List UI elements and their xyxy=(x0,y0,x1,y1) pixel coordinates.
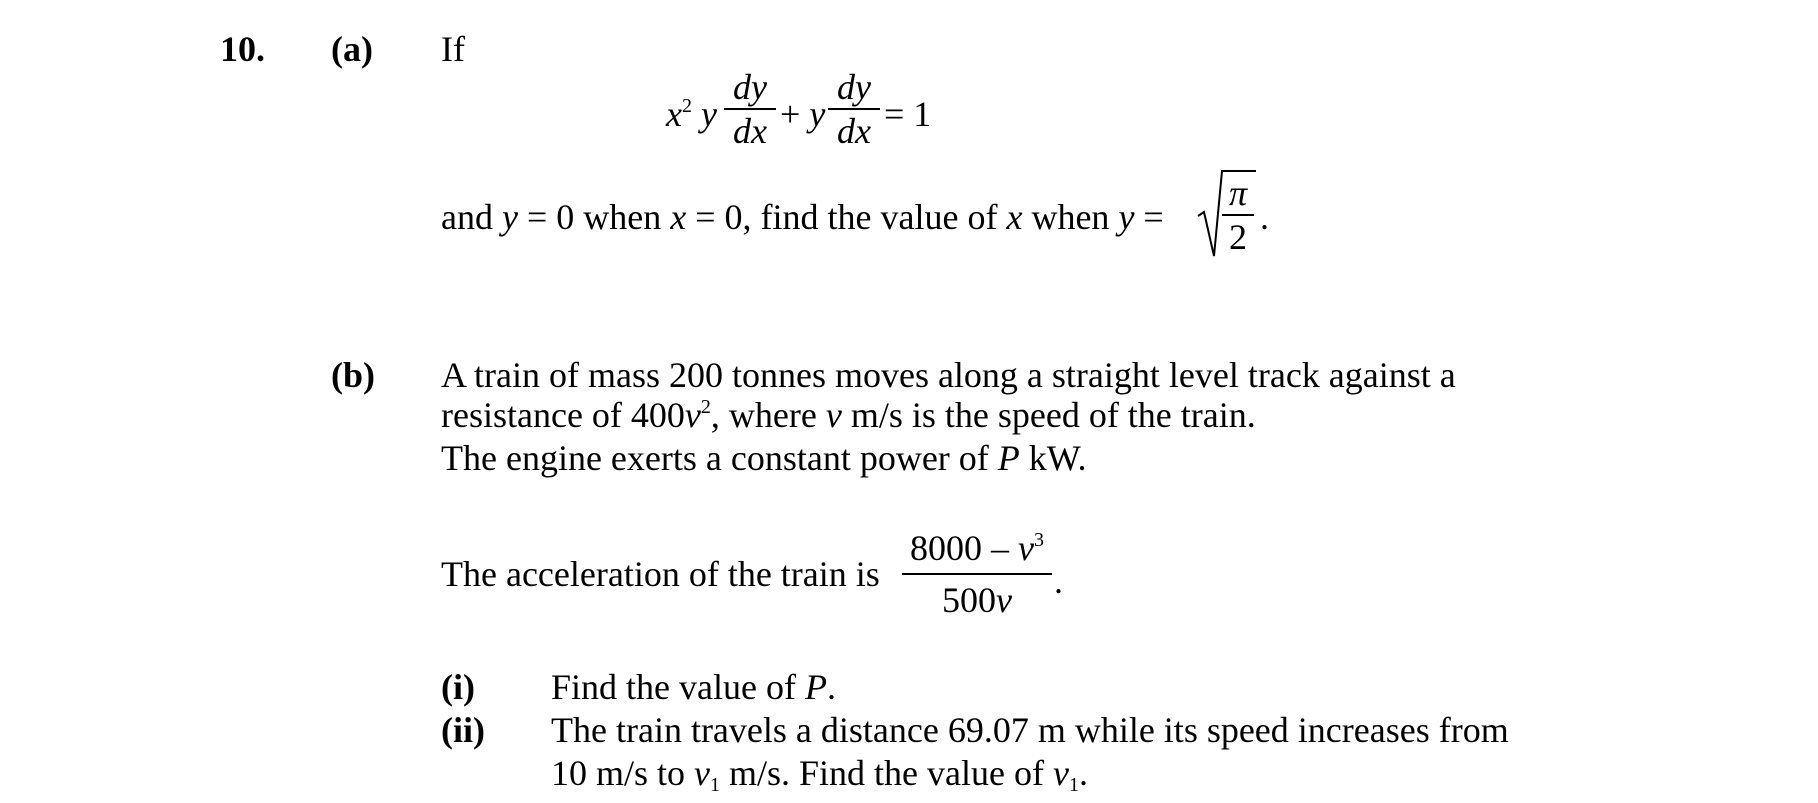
denominator: dx xyxy=(733,111,767,151)
text: = 0 when xyxy=(517,197,671,237)
sub-i-label: (i) xyxy=(441,667,475,707)
exponent: 2 xyxy=(681,95,692,117)
text: m/s. Find the value of xyxy=(720,753,1053,793)
subscript: 1 xyxy=(1068,774,1079,796)
var-v: v xyxy=(1052,753,1069,793)
denominator: dx xyxy=(837,111,871,151)
fraction-bar xyxy=(902,573,1052,575)
text: The engine exerts a constant power of xyxy=(441,438,998,478)
var-x: x xyxy=(670,197,687,237)
sub-ii-line-2 xyxy=(551,752,1088,794)
var-v: v xyxy=(825,395,842,435)
var-y: y xyxy=(700,94,717,134)
fraction-dy-dx xyxy=(828,66,880,152)
numerator: dy xyxy=(733,67,767,107)
text: when xyxy=(1022,197,1119,237)
sub-i-text xyxy=(551,666,836,708)
var-y: y xyxy=(809,94,826,134)
acceleration-fraction xyxy=(902,527,1052,621)
plus-sign: + xyxy=(780,94,801,134)
var-P: P xyxy=(804,667,827,707)
exponent: 2 xyxy=(700,396,711,418)
period: . xyxy=(1054,561,1063,601)
var-v: v xyxy=(996,580,1012,620)
part-a-label: (a) xyxy=(331,29,373,69)
part-b-line-2 xyxy=(441,394,1256,436)
text: 10 m/s to xyxy=(551,753,695,793)
numerator: π xyxy=(1228,173,1248,213)
denominator: 2 xyxy=(1229,217,1247,257)
var-v: v xyxy=(694,753,710,793)
text: Find the value of xyxy=(551,667,805,707)
numerator: dy xyxy=(837,67,871,107)
var-v: v xyxy=(1018,528,1034,568)
var-y: y xyxy=(1118,197,1135,237)
var-x: x xyxy=(666,94,682,134)
text: = 0, find the value of xyxy=(686,197,1007,237)
period: . xyxy=(1260,197,1269,237)
sub-ii-line-1: The train travels a distance 69.07 m while its speed increases from xyxy=(551,710,1509,750)
var-x: x xyxy=(1006,197,1023,237)
question-number: 10. xyxy=(220,29,265,69)
subscript: 1 xyxy=(710,774,720,796)
part-b-line-1: A train of mass 200 tonnes moves along a straight level track against a xyxy=(441,355,1456,395)
equals-one: = 1 xyxy=(884,94,932,134)
text: m/s is the speed of the train. xyxy=(841,395,1256,435)
text: , where xyxy=(710,395,826,435)
denominator xyxy=(902,579,1052,621)
var-v: v xyxy=(684,395,701,435)
initial-condition xyxy=(441,196,1164,238)
part-b-line-3 xyxy=(441,437,1086,479)
fraction-dy-dx xyxy=(724,66,776,152)
text: and xyxy=(441,197,502,237)
text: resistance of 400 xyxy=(441,395,685,435)
part-b-label: (b) xyxy=(331,355,375,395)
fraction-pi-over-2 xyxy=(1222,172,1254,258)
text: kW. xyxy=(1019,438,1087,478)
exponent: 3 xyxy=(1033,529,1044,551)
acceleration-text: The acceleration of the train is xyxy=(441,554,880,594)
text: 8000 – xyxy=(910,528,1018,568)
var-y: y xyxy=(501,197,518,237)
var-P: P xyxy=(997,438,1020,478)
equals: = xyxy=(1134,197,1164,237)
numerator xyxy=(902,527,1052,569)
text: 500 xyxy=(942,580,996,620)
sub-ii-label: (ii) xyxy=(441,710,485,750)
text: . xyxy=(826,667,836,707)
text: . xyxy=(1078,753,1088,793)
part-a-intro: If xyxy=(441,29,465,69)
